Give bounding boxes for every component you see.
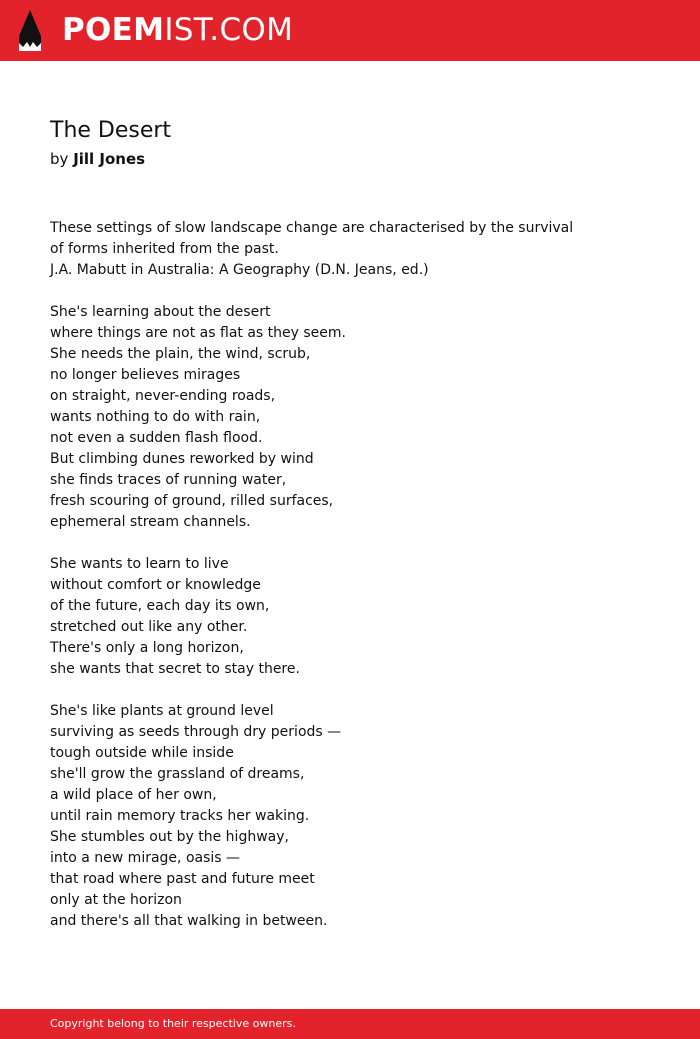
poem-line: surviving as seeds through dry periods — (50, 724, 342, 740)
poem-line: where things are not as flat as they seem. (50, 325, 346, 341)
stanza (50, 218, 670, 281)
copyright-notice: Copyright belong to their respective owners. (50, 1017, 296, 1030)
poem-line: until rain memory tracks her waking. (50, 808, 310, 824)
poem-line: tough outside while inside (50, 745, 234, 761)
poem-line: of the future, each day its own, (50, 598, 270, 614)
site-footer (0, 1009, 700, 1039)
site-logo[interactable] (62, 10, 293, 50)
poem-line: that road where past and future meet (50, 871, 315, 887)
poem-line: she finds traces of running water, (50, 472, 287, 488)
poem-line: and there's all that walking in between. (50, 913, 328, 929)
poem-title: The Desert (50, 118, 172, 143)
poem-line: she'll grow the grassland of dreams, (50, 766, 305, 782)
logo-light-text: IST.COM (164, 12, 294, 48)
byline (50, 149, 145, 169)
poem-line: she wants that secret to stay there. (50, 661, 300, 677)
stanza (50, 302, 670, 533)
author-name: Jill Jones (73, 150, 146, 168)
poem-line: There's only a long horizon, (50, 640, 244, 656)
poem-line: of forms inherited from the past. (50, 241, 279, 257)
pencil-tip-icon[interactable] (17, 9, 43, 52)
poem-line: J.A. Mabutt in Australia: A Geography (D.N. Jeans, ed.) (50, 262, 429, 278)
stanza (50, 701, 670, 932)
poem-line: ephemeral stream channels. (50, 514, 251, 530)
poem-line: She's like plants at ground level (50, 703, 274, 719)
poem-line: without comfort or knowledge (50, 577, 261, 593)
poem-line: a wild place of her own, (50, 787, 217, 803)
poem-line: But climbing dunes reworked by wind (50, 451, 314, 467)
poem-line: She needs the plain, the wind, scrub, (50, 346, 311, 362)
logo-bold-text: POEM (62, 12, 165, 48)
poem-line: fresh scouring of ground, rilled surfaces, (50, 493, 334, 509)
poem-line: She's learning about the desert (50, 304, 271, 320)
poem-line: only at the horizon (50, 892, 182, 908)
poem-line: wants nothing to do with rain, (50, 409, 261, 425)
poem-line: on straight, never-ending roads, (50, 388, 276, 404)
site-header (0, 0, 700, 61)
poem-line: She stumbles out by the highway, (50, 829, 289, 845)
stanza (50, 554, 670, 680)
poem-line: She wants to learn to live (50, 556, 229, 572)
poem-line: stretched out like any other. (50, 619, 248, 635)
poem-line: no longer believes mirages (50, 367, 241, 383)
poem-line: into a new mirage, oasis — (50, 850, 241, 866)
poem-line: not even a sudden flash flood. (50, 430, 263, 446)
poem-line: These settings of slow landscape change are characterised by the survival (50, 220, 574, 236)
poem-body (50, 218, 670, 953)
by-label: by (50, 150, 69, 168)
